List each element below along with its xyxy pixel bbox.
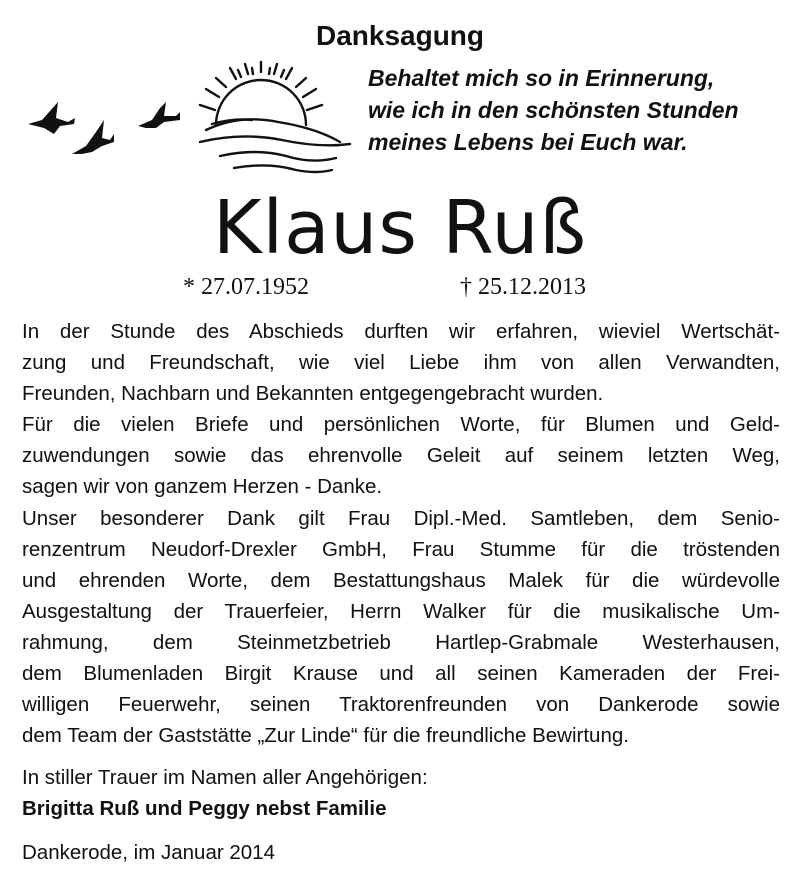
sun-icon [200,62,322,125]
text-line: Unser besonderer Dank gilt Frau Dipl.-Med. Samtleben, dem Senio- [22,506,780,530]
text-line: dem Team der Gaststätte „Zur Linde“ für die freundliche Bewirtung. [22,724,629,748]
signature: Brigitta Ruß und Peggy nebst Familie [22,797,387,820]
death-date: † 25.12.2013 [460,274,586,300]
bird-icon [138,102,180,128]
closing-block [22,762,780,868]
quote-line: wie ich in den schönsten Stunden [368,97,739,123]
text-line: renzentrum Neudorf-Drexler GmbH, Frau Stumme für die tröstenden [22,537,780,561]
text-line: rahmung, dem Steinmetzbetrieb Hartlep-Grabmale Westerhausen, [22,630,780,654]
text-line: Für die vielen Briefe und persönlichen Worte, für Blumen und Geld- [22,413,780,437]
thanks-text [22,316,780,751]
quote-line: meines Lebens bei Euch war. [368,129,688,155]
deceased-name: Klaus Ruß [212,185,587,271]
text-line: sagen wir von ganzem Herzen - Danke. [22,475,383,499]
closing-line: In stiller Trauer im Namen aller Angehörigen: [22,766,428,789]
hills-icon [200,119,350,172]
quote-line: Behaltet mich so in Erinnerung, [368,65,715,91]
place-date: Dankerode, im Januar 2014 [22,841,275,864]
notice-heading: Danksagung [315,20,485,51]
text-line: Freunden, Nachbarn und Bekannten entgegengebracht wurden. [22,382,604,406]
text-line: zuwendungen sowie das ehrenvolle Geleit auf seinem letzten Weg, [22,444,780,468]
bird-icon [28,102,75,134]
bird-icon [72,120,114,154]
memorial-quote [368,62,788,158]
sunset-birds-icon [20,58,365,178]
birth-date: * 27.07.1952 [183,274,309,300]
text-line: In der Stunde des Abschieds durften wir erfahren, wieviel Wertschät- [22,320,780,343]
text-line: und ehrenden Worte, dem Bestattungshaus Malek für die würdevolle [22,568,780,592]
text-line: willigen Feuerwehr, seinen Traktorenfreunden von Dankerode sowie [22,693,780,717]
text-line: Ausgestaltung der Trauerfeier, Herrn Walker für die musikalische Um- [22,599,780,623]
text-line: zung und Freundschaft, wie viel Liebe ihm von allen Verwandten, [22,351,780,375]
text-line: dem Blumenladen Birgit Krause und all seinen Kameraden der Frei- [22,662,780,686]
